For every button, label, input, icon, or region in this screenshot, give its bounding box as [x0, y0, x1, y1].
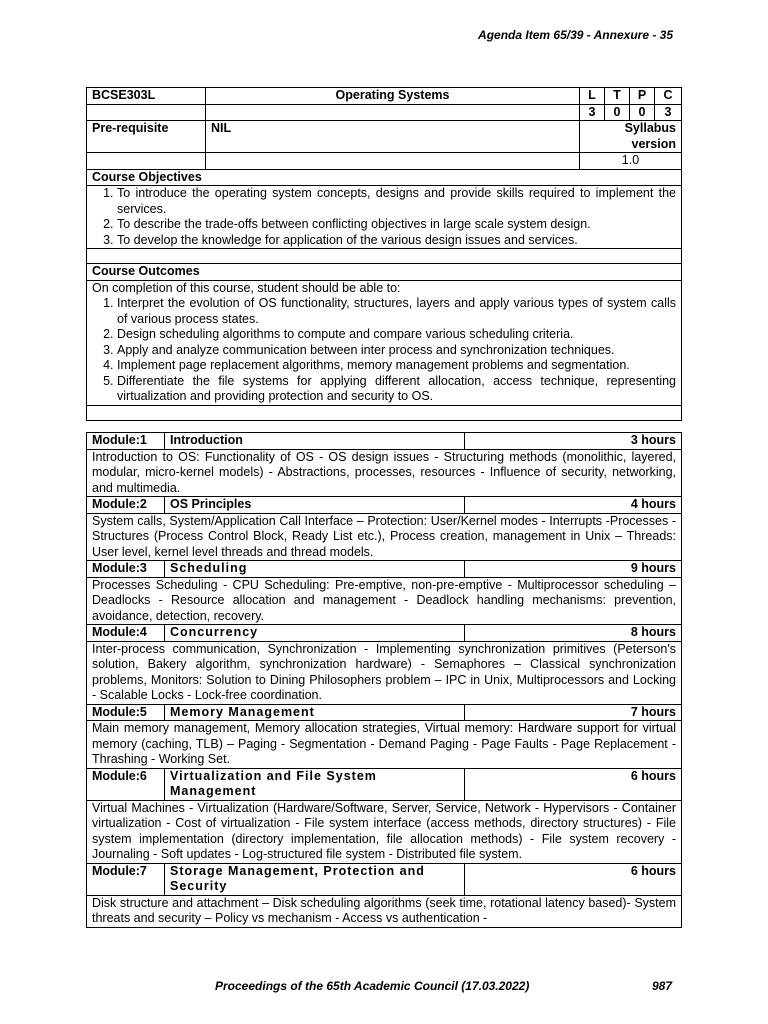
outcomes-list-cell — [87, 280, 682, 405]
module-label: Module:6 — [87, 768, 165, 800]
objective-item: 2. To describe the trade-offs between conflicting objectives in large scale system design. — [117, 217, 676, 233]
ltpc-value-c: 3 — [655, 104, 682, 121]
outcome-item: 1. Interpret the evolution of OS functionality, structures, layers and apply various types of system calls of various process states. — [117, 296, 676, 327]
syllabus-label: Syllabus version — [580, 121, 682, 153]
prereq-value: NIL — [206, 121, 580, 153]
module-content: Disk structure and attachment – Disk scheduling algorithms (seek time, rotational latency based)- System threats and security – Policy vs mechanism - Access vs authentication - — [87, 895, 682, 927]
module-label: Module:4 — [87, 625, 165, 642]
module-title: Concurrency — [165, 625, 465, 642]
objective-item: 1. To introduce the operating system concepts, designs and provide skills required to implement the services. — [117, 186, 676, 217]
module-label: Module:2 — [87, 497, 165, 514]
module-title: Storage Management, Protection and Security — [165, 863, 465, 895]
ltpc-label-p: P — [630, 88, 655, 105]
outcomes-list — [92, 296, 676, 405]
outcome-item: 5. Differentiate the file systems for applying different allocation, access technique, representing virtualization and providing protection and security to OS. — [117, 374, 676, 405]
module-title: Memory Management — [165, 704, 465, 721]
module-content: System calls, System/Application Call Interface – Protection: User/Kernel modes - Interrupts -Processes - Structures (Process Control Block, Ready List etc.), Process creation, management in Unix – Threads: User level, kernel level threads and thread models. — [87, 513, 682, 561]
outcome-item: 3. Apply and analyze communication between inter process and synchronization techniques. — [117, 343, 676, 359]
syllabus-value: 1.0 — [580, 153, 682, 170]
objectives-list — [92, 186, 676, 248]
page-number: 987 — [651, 979, 672, 993]
empty-cell — [87, 104, 206, 121]
course-title: Operating Systems — [206, 88, 580, 105]
module-hours: 9 hours — [465, 561, 682, 578]
module-hours: 7 hours — [465, 704, 682, 721]
module-content: Main memory management, Memory allocation strategies, Virtual memory: Hardware support for virtual memory (caching, TLB) – Paging - Segmentation - Demand Paging - Page Faults - Page Replacement -Thrashing - Working Set. — [87, 721, 682, 769]
outcomes-heading: Course Outcomes — [87, 264, 682, 281]
module-label: Module:7 — [87, 863, 165, 895]
empty-cell — [206, 104, 580, 121]
ltpc-value-t: 0 — [605, 104, 630, 121]
module-hours: 8 hours — [465, 625, 682, 642]
empty-cell — [87, 153, 206, 170]
module-hours: 3 hours — [465, 433, 682, 450]
module-hours: 4 hours — [465, 497, 682, 514]
ltpc-label-c: C — [655, 88, 682, 105]
module-title: Virtualization and File System Management — [165, 768, 465, 800]
module-title: Introduction — [165, 433, 465, 450]
page-footer — [215, 979, 672, 993]
module-content: Virtual Machines - Virtualization (Hardware/Software, Server, Service, Network - Hypervisors - Container virtualization - Cost of virtualization - File system interface (access methods, directory structures) - File system implementation (directory implementation, file allocation methods) - File system recovery - Journaling - Soft updates - Log-structured file system - Distributed file system. — [87, 800, 682, 863]
spacer-row — [87, 249, 682, 264]
module-hours: 6 hours — [465, 768, 682, 800]
outcome-item: 4. Implement page replacement algorithms, memory management problems and segmentation. — [117, 358, 676, 374]
objectives-list-cell — [87, 186, 682, 249]
proceedings-text: Proceedings of the 65th Academic Council (17.03.2022) — [215, 979, 530, 993]
course-header-table — [86, 87, 682, 421]
module-label: Module:3 — [87, 561, 165, 578]
module-label: Module:1 — [87, 433, 165, 450]
spacer-row — [87, 405, 682, 420]
outcome-item: 2. Design scheduling algorithms to compute and compare various scheduling criteria. — [117, 327, 676, 343]
agenda-header: Agenda Item 65/39 - Annexure - 35 — [478, 28, 673, 42]
module-content: Processes Scheduling - CPU Scheduling: Pre-emptive, non-pre-emptive - Multiprocessor scheduling – Deadlocks - Resource allocation and management - Deadlock handling mechanisms: prevention, avoidance, detection, recovery. — [87, 577, 682, 625]
outcomes-intro: On completion of this course, student should be able to: — [92, 280, 401, 295]
empty-cell — [206, 153, 580, 170]
module-content: Inter-process communication, Synchronization - Implementing synchronization primitives (Peterson's solution, Bakery algorithm, synchronization hardware) - Semaphores – Classical synchronization problems, Monitors: Solution to Dining Philosophers problem – IPC in Unix, Multiprocessors and Locking - Scalable Locks - Lock-free coordination. — [87, 641, 682, 704]
module-hours: 6 hours — [465, 863, 682, 895]
module-label: Module:5 — [87, 704, 165, 721]
prereq-label: Pre-requisite — [87, 121, 206, 153]
ltpc-value-l: 3 — [580, 104, 605, 121]
objective-item: 3. To develop the knowledge for application of the various design issues and services. — [117, 233, 676, 249]
module-content: Introduction to OS: Functionality of OS - OS design issues - Structuring methods (monolithic, layered, modular, micro-kernel models) - Abstractions, processes, resources - Influence of security, networking, and multimedia. — [87, 449, 682, 497]
module-title: OS Principles — [165, 497, 465, 514]
objectives-heading: Course Objectives — [87, 169, 682, 186]
ltpc-label-t: T — [605, 88, 630, 105]
course-code: BCSE303L — [87, 88, 206, 105]
modules-table — [86, 432, 682, 928]
ltpc-label-l: L — [580, 88, 605, 105]
ltpc-value-p: 0 — [630, 104, 655, 121]
module-title: Scheduling — [165, 561, 465, 578]
